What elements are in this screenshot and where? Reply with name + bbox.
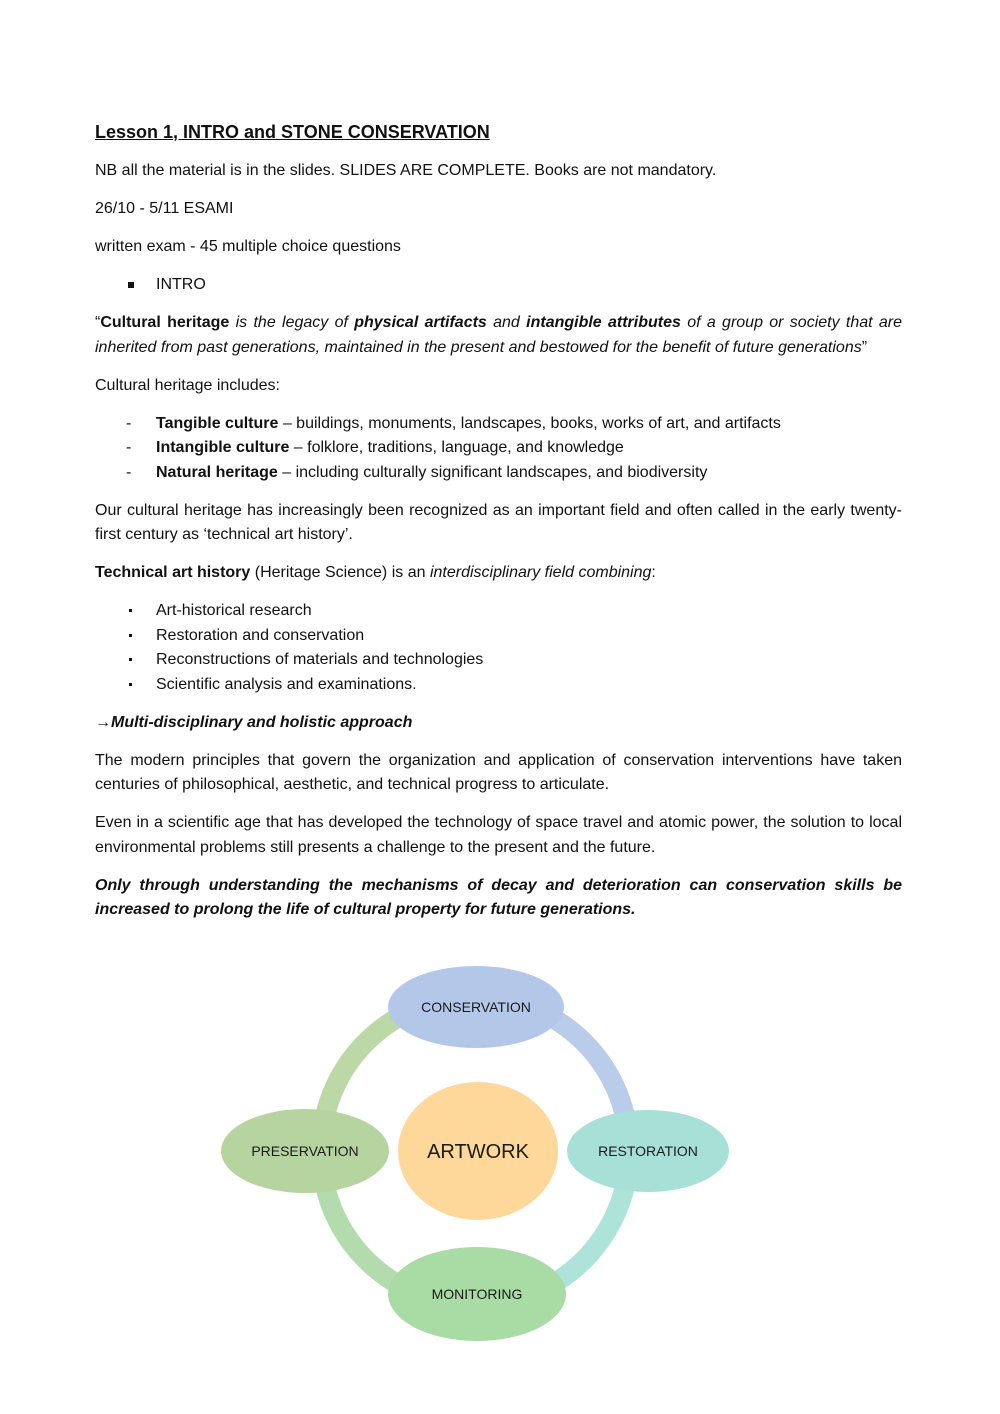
scientific-age-paragraph: Even in a scientific age that has developed the technology of space travel and atomic power, the solution to local environmental problems still presents a challenge to the present and the future. <box>95 814 902 856</box>
list-item: Restoration and conservation <box>95 624 902 649</box>
exam-dates: 26/10 - 5/11 ESAMI <box>95 200 234 217</box>
restoration-label: RESTORATION <box>598 1143 698 1159</box>
term-intangible-attributes: intangible attributes <box>526 314 681 331</box>
list-item: - Intangible culture – folklore, traditions, language, and knowledge <box>95 436 902 461</box>
nb-note: NB all the material is in the slides. SLIDES ARE COMPLETE. Books are not mandatory. <box>95 162 717 179</box>
approach-line: →Multi-disciplinary and holistic approach <box>95 713 413 731</box>
artwork-cycle-diagram <box>210 960 740 1350</box>
list-item: Scientific analysis and examinations. <box>95 673 902 698</box>
cycle-diagram-svg <box>210 960 740 1350</box>
term-cultural-heritage: Cultural heritage <box>100 314 230 331</box>
artwork-label: ARTWORK <box>427 1141 529 1163</box>
heritage-definition: “Cultural heritage is the legacy of physical artifacts and intangible attributes of a group or society that are inherited from past generations, maintained in the present and bestowed for the benefit of future generations” <box>95 314 903 356</box>
exam-format: written exam - 45 multiple choice questions <box>95 238 401 255</box>
tah-definition: Technical art history (Heritage Science) is an interdisciplinary field combining: <box>95 564 656 581</box>
conservation-label: CONSERVATION <box>421 999 531 1015</box>
principles-paragraph: The modern principles that govern the organization and application of conservation interventions have taken centuries of philosophical, aesthetic, and technical progress to articulate. <box>95 751 902 793</box>
tah-list <box>95 599 902 697</box>
includes-intro: Cultural heritage includes: <box>95 376 280 394</box>
list-item: - Tangible culture – buildings, monuments, landscapes, books, works of art, and artifacts <box>95 412 902 437</box>
heritage-includes-list <box>95 412 902 486</box>
document-page <box>95 118 902 936</box>
lesson-title: Lesson 1, INTRO and STONE CONSERVATION <box>95 122 490 142</box>
intro-list <box>95 273 902 298</box>
recognized-paragraph: Our cultural heritage has increasingly been recognized as an important field and often called in the early twenty-first century as ‘technical art history’. <box>95 501 902 543</box>
list-item: INTRO <box>95 273 902 298</box>
monitoring-label: MONITORING <box>431 1286 523 1302</box>
decay-paragraph: Only through understanding the mechanisms of decay and deterioration can conservation skills be increased to prolong the life of cultural property for future generations. <box>95 876 902 918</box>
list-item: - Natural heritage – including culturally significant landscapes, and biodiversity <box>95 461 902 486</box>
list-item: Reconstructions of materials and technologies <box>95 648 902 673</box>
preservation-label: PRESERVATION <box>251 1143 359 1159</box>
arrow-icon: → <box>95 713 111 731</box>
term-physical-artifacts: physical artifacts <box>354 314 487 331</box>
list-item: Art-historical research <box>95 599 902 624</box>
